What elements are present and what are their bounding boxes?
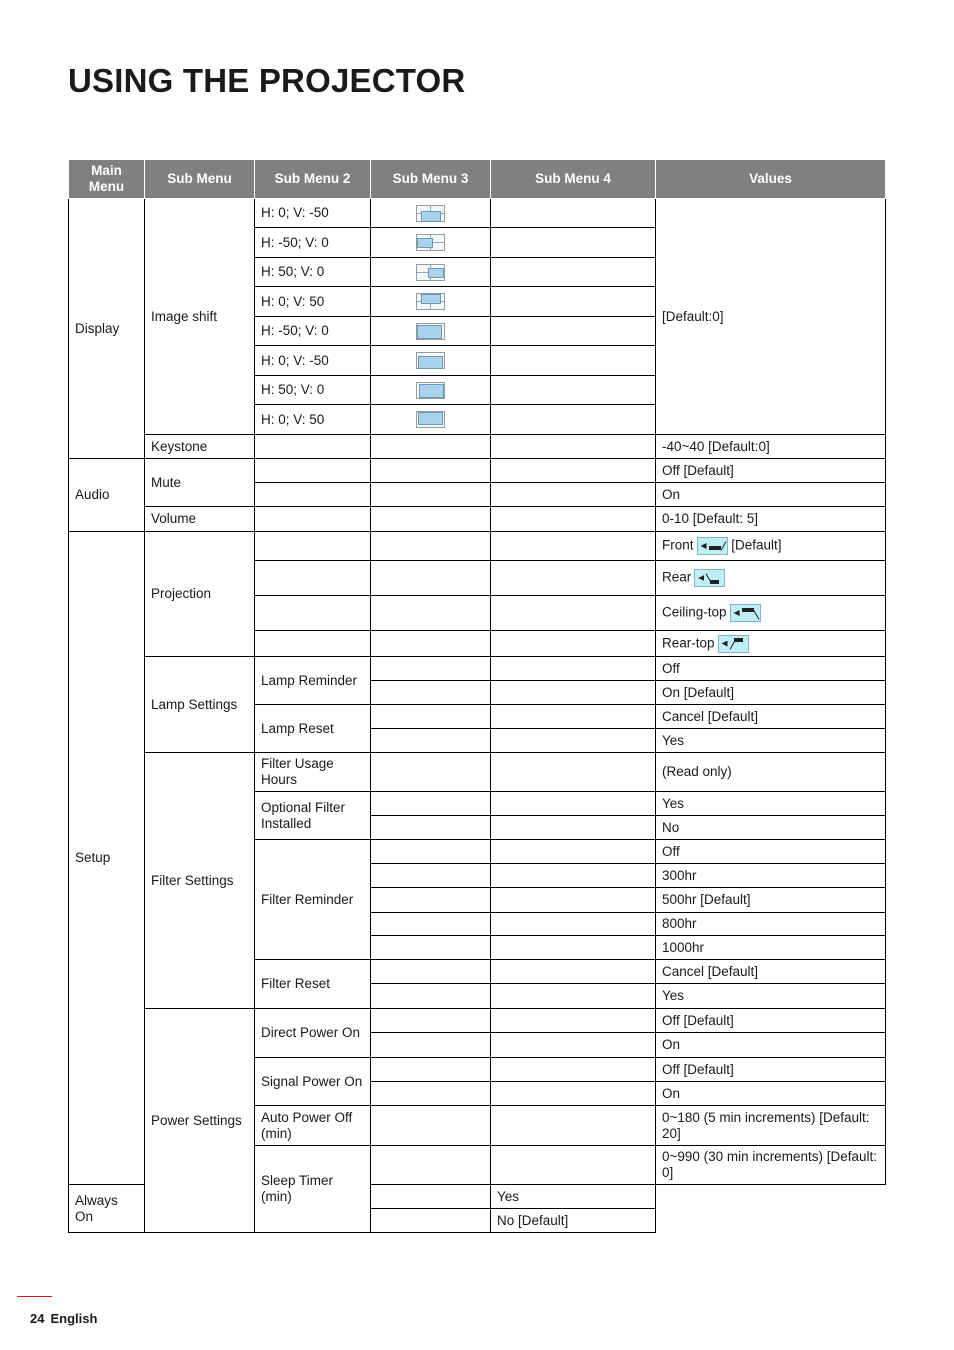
always-on-value: No [Default] xyxy=(491,1209,656,1233)
image-shift-option: H: 0; V: -50 xyxy=(255,199,371,228)
image-shift-option: H: 50; V: 0 xyxy=(255,258,371,287)
direct-power-on-value: On xyxy=(656,1033,886,1058)
submenu-filter-settings: Filter Settings xyxy=(145,753,255,1009)
submenu2-direct-power-on: Direct Power On xyxy=(255,1009,371,1058)
page-number: 24 xyxy=(30,1311,45,1326)
submenu2-sleep-timer: Sleep Timer (min) xyxy=(255,1146,371,1233)
header-sub-menu-4: Sub Menu 4 xyxy=(491,160,656,199)
submenu-keystone: Keystone xyxy=(145,435,255,459)
main-menu-setup: Setup xyxy=(69,532,145,1185)
table-row xyxy=(69,657,886,681)
submenu2-lamp-reminder: Lamp Reminder xyxy=(255,657,371,705)
filter-reset-value: Yes xyxy=(656,984,886,1009)
submenu2-filter-usage-hours: Filter Usage Hours xyxy=(255,753,371,792)
ceiling-top-projection-icon xyxy=(730,604,761,622)
front-projection-icon xyxy=(697,537,728,555)
projection-option-default: [Default] xyxy=(731,537,782,553)
submenu-projection: Projection xyxy=(145,532,255,657)
submenu-image-shift: Image shift xyxy=(145,199,255,435)
submenu-volume: Volume xyxy=(145,507,255,532)
auto-power-off-value: 0~180 (5 min increments) [Default: 20] xyxy=(656,1106,886,1146)
submenu2-filter-reset: Filter Reset xyxy=(255,960,371,1009)
lamp-reminder-value: On [Default] xyxy=(656,681,886,705)
image-shift-left-icon xyxy=(416,234,445,251)
projection-option-label: Rear-top xyxy=(662,635,715,651)
header-sub-menu-3: Sub Menu 3 xyxy=(371,160,491,199)
filter-reminder-value: Off xyxy=(656,840,886,864)
submenu-power-settings: Power Settings xyxy=(145,1009,255,1233)
header-sub-menu-2: Sub Menu 2 xyxy=(255,160,371,199)
submenu2-auto-power-off: Auto Power Off (min) xyxy=(255,1106,371,1146)
filter-reset-value: Cancel [Default] xyxy=(656,960,886,984)
image-shift-down-icon xyxy=(416,352,445,369)
table-row xyxy=(69,435,886,459)
main-menu-audio: Audio xyxy=(69,459,145,532)
page-title: USING THE PROJECTOR xyxy=(68,62,466,99)
image-shift-up-icon xyxy=(416,411,445,428)
table-row xyxy=(69,532,886,561)
image-shift-right-icon xyxy=(416,382,445,399)
filter-reminder-value: 1000hr xyxy=(656,936,886,960)
image-shift-option: H: 50; V: 0 xyxy=(255,376,371,405)
submenu-mute: Mute xyxy=(145,459,255,507)
submenu2-lamp-reset: Lamp Reset xyxy=(255,705,371,753)
mute-value: Off [Default] xyxy=(656,459,886,483)
signal-power-on-value: On xyxy=(656,1082,886,1106)
table-header-row xyxy=(69,160,886,199)
submenu2-signal-power-on: Signal Power On xyxy=(255,1058,371,1106)
image-shift-option: H: 0; V: -50 xyxy=(255,346,371,376)
filter-usage-hours-value: (Read only) xyxy=(656,753,886,792)
table-row xyxy=(69,753,886,792)
direct-power-on-value: Off [Default] xyxy=(656,1009,886,1033)
projection-option-front xyxy=(656,532,886,561)
always-on-value: Yes xyxy=(491,1185,656,1209)
menu-table xyxy=(68,159,886,1233)
main-menu-display: Display xyxy=(69,199,145,459)
filter-reminder-value: 300hr xyxy=(656,864,886,888)
submenu3-always-on: Always On xyxy=(69,1185,145,1233)
image-shift-right-icon xyxy=(416,264,445,281)
image-shift-option: H: 0; V: 50 xyxy=(255,405,371,435)
table-row xyxy=(69,1009,886,1033)
optional-filter-value: No xyxy=(656,816,886,840)
footer-divider xyxy=(17,1296,52,1297)
image-shift-up-icon xyxy=(416,293,445,310)
keystone-value: -40~40 [Default:0] xyxy=(656,435,886,459)
submenu2-optional-filter-installed: Optional Filter Installed xyxy=(255,792,371,840)
lamp-reset-value: Cancel [Default] xyxy=(656,705,886,729)
table-row xyxy=(69,507,886,532)
lamp-reset-value: Yes xyxy=(656,729,886,753)
header-main-menu: Main Menu xyxy=(69,160,145,199)
submenu-lamp-settings: Lamp Settings xyxy=(145,657,255,753)
filter-reminder-value: 500hr [Default] xyxy=(656,888,886,913)
footer-language: English xyxy=(50,1311,98,1326)
image-shift-value: [Default:0] xyxy=(656,199,886,435)
volume-value: 0-10 [Default: 5] xyxy=(656,507,886,532)
header-values: Values xyxy=(656,160,886,199)
image-shift-left-icon xyxy=(416,323,445,340)
header-sub-menu: Sub Menu xyxy=(145,160,255,199)
filter-reminder-value: 800hr xyxy=(656,913,886,936)
projection-option-label: Rear xyxy=(662,569,692,585)
rear-top-projection-icon xyxy=(718,635,749,653)
projection-option-label: Front xyxy=(662,537,694,553)
image-shift-option: H: -50; V: 0 xyxy=(255,228,371,258)
projection-option-ceiling-top xyxy=(656,596,886,631)
image-shift-down-icon xyxy=(416,205,445,222)
page-footer xyxy=(30,1311,97,1326)
projection-option-rear-top xyxy=(656,631,886,657)
projection-option-rear xyxy=(656,561,886,596)
image-shift-option: H: -50; V: 0 xyxy=(255,317,371,346)
mute-value: On xyxy=(656,483,886,507)
optional-filter-value: Yes xyxy=(656,792,886,816)
projection-option-label: Ceiling-top xyxy=(662,604,727,620)
rear-projection-icon xyxy=(694,569,725,587)
submenu2-filter-reminder: Filter Reminder xyxy=(255,840,371,960)
table-row xyxy=(69,199,886,228)
table-row xyxy=(69,459,886,483)
signal-power-on-value: Off [Default] xyxy=(656,1058,886,1082)
lamp-reminder-value: Off xyxy=(656,657,886,681)
sleep-timer-value: 0~990 (30 min increments) [Default: 0] xyxy=(656,1146,886,1185)
image-shift-option: H: 0; V: 50 xyxy=(255,287,371,317)
